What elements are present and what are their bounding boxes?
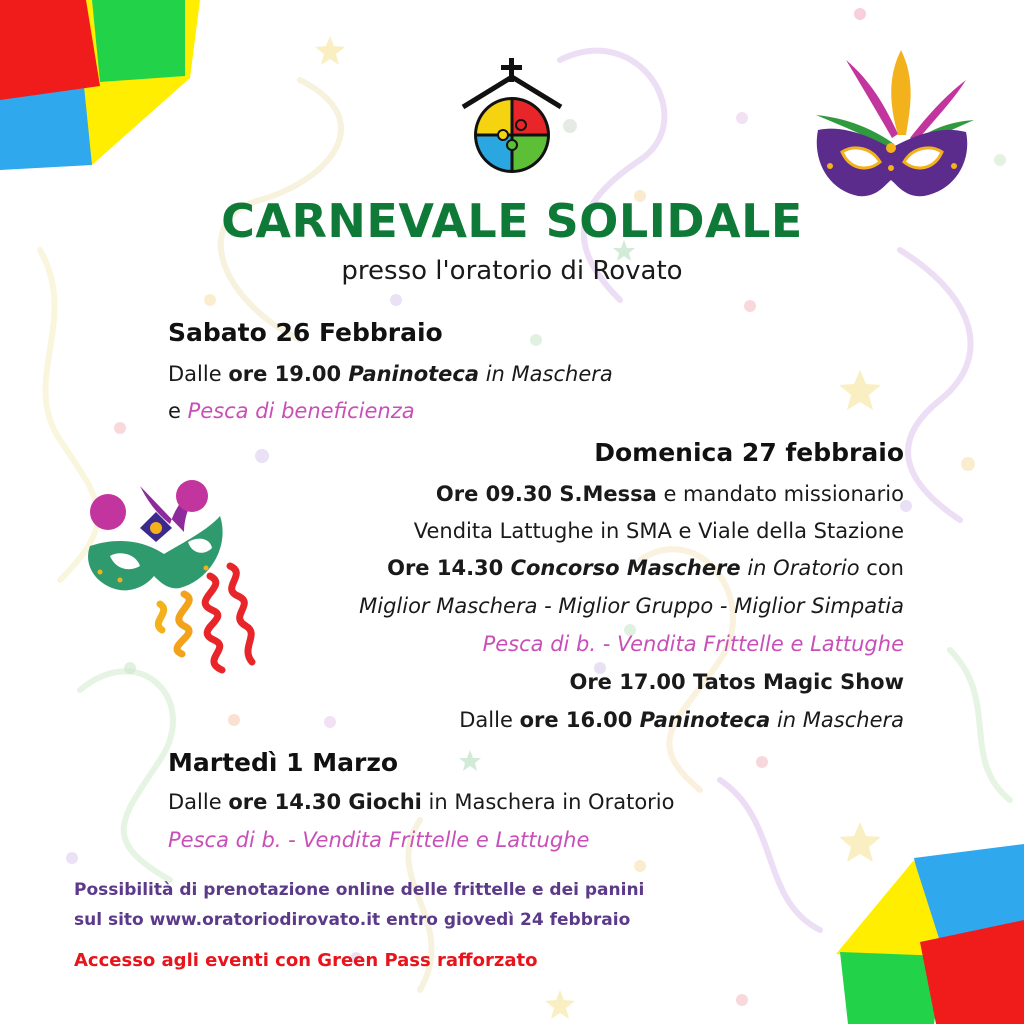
- text-segment: in Maschera in Oratorio: [421, 790, 675, 814]
- time-text: Ore 09.30 S.Messa: [435, 482, 657, 506]
- paper-squares-bottom-right: [824, 844, 1024, 1024]
- sunday-line-1: [436, 482, 904, 506]
- sunday-line-6: Ore 17.00 Tatos Magic Show: [569, 670, 904, 694]
- paper-squares-top-left: [0, 0, 200, 170]
- booking-note-line-2: sul sito www.oratoriodirovato.it entro giovedì 24 febbraio: [74, 910, 631, 930]
- page-title: CARNEVALE SOLIDALE: [221, 194, 803, 248]
- saturday-line-1: [168, 362, 613, 386]
- sunday-line-3: [387, 556, 904, 580]
- text-segment: con: [859, 556, 904, 580]
- green-pass-notice: Accesso agli eventi con Green Pass rafforzato: [74, 950, 538, 971]
- tuesday-line-2: Pesca di b. - Vendita Frittelle e Lattughe: [168, 828, 590, 852]
- sunday-line-2: Vendita Lattughe in SMA e Viale della Stazione: [413, 519, 904, 543]
- time-text: ore 19.00: [228, 362, 349, 386]
- church-puzzle-logo-icon: [457, 55, 567, 185]
- time-text: ore 14.30 Giochi: [228, 790, 422, 814]
- text-segment: e mandato missionario: [656, 482, 904, 506]
- booking-note-line-1: Possibilità di prenotazione online delle frittelle e dei panini: [74, 880, 645, 900]
- text-segment: Dalle: [168, 790, 229, 814]
- event-name: Paninoteca: [348, 362, 480, 386]
- text-segment: in Oratorio: [740, 556, 860, 580]
- sunday-heading: Domenica 27 febbraio: [594, 438, 904, 467]
- tuesday-line-1: [168, 790, 675, 814]
- saturday-line-2: [168, 399, 415, 423]
- text-segment: Dalle: [459, 708, 520, 732]
- sunday-line-5: Pesca di b. - Vendita Frittelle e Lattughe: [482, 632, 904, 656]
- saturday-heading: Sabato 26 Febbraio: [168, 318, 443, 347]
- tuesday-heading: Martedì 1 Marzo: [168, 748, 399, 777]
- time-text: ore 16.00: [519, 708, 640, 732]
- event-name: Concorso Maschere: [510, 556, 741, 580]
- carnival-mask-streamers-icon: [80, 476, 270, 676]
- carnival-mask-icon: [806, 40, 976, 210]
- highlight-text: Pesca di beneficienza: [187, 399, 415, 423]
- text-segment: in Maschera: [770, 708, 904, 732]
- page-subtitle: presso l'oratorio di Rovato: [341, 256, 683, 286]
- text-segment: e: [168, 399, 188, 423]
- time-text: Ore 14.30: [387, 556, 511, 580]
- text-segment: Dalle: [168, 362, 229, 386]
- text-segment: in Maschera: [479, 362, 613, 386]
- sunday-line-7: [459, 708, 904, 732]
- sunday-line-4: Miglior Maschera - Miglior Gruppo - Miglior Simpatia: [359, 594, 904, 618]
- event-name: Paninoteca: [639, 708, 771, 732]
